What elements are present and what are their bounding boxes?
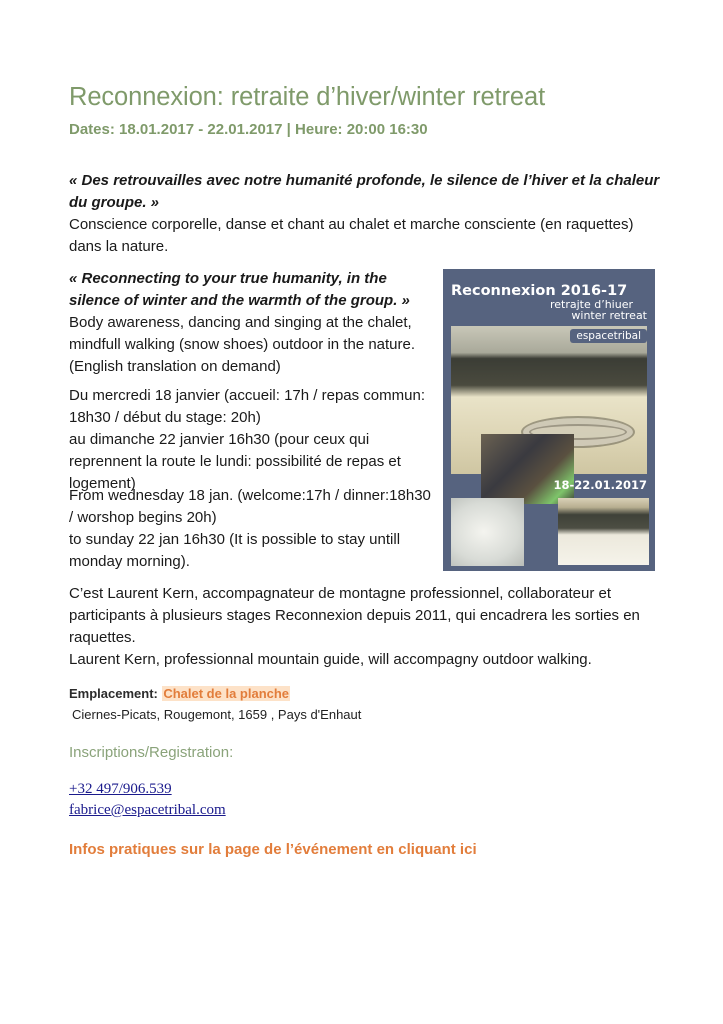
french-schedule-start: Du mercredi 18 janvier (accueil: 17h / repas commun: 18h30 / début du stage: 20h) [69, 387, 425, 426]
email-link[interactable]: fabrice@espacetribal.com [69, 802, 226, 818]
location-label: Emplacement: [69, 686, 158, 701]
english-description [69, 268, 439, 378]
french-quote-line1: « Des retrouvailles avec notre humanité profonde, le silence de l’hiver et la chaleur [69, 172, 660, 189]
group-circle-photo [481, 434, 574, 504]
event-info-link[interactable]: Infos pratiques sur la page de l’événement en cliquant ici [69, 841, 477, 858]
poster-subtitle-en: winter retreat [571, 309, 647, 322]
guide-description [69, 583, 669, 671]
guide-english: Laurent Kern, professionnal mountain guide, will accompagny outdoor walking. [69, 651, 592, 668]
english-quote: « Reconnecting to your true humanity, in the silence of winter and the warmth of the group. » [69, 270, 410, 309]
venue-address: Ciernes-Picats, Rougemont, 1659 , Pays d'Enhaut [72, 707, 362, 722]
snow-angel-photo [451, 498, 524, 566]
french-schedule [69, 385, 439, 495]
location-section [69, 685, 361, 722]
english-schedule-end: to sunday 22 jan 16h30 (It is possible to stay untill monday morning). [69, 531, 401, 570]
poster-title: Reconnexion 2016-17 [451, 283, 628, 299]
poster-date: 18-22.01.2017 [553, 478, 647, 492]
english-translation-note: (English translation on demand) [69, 358, 281, 375]
french-description [69, 170, 664, 258]
poster-brand-badge: espacetribal [570, 329, 647, 343]
phone-link[interactable]: +32 497/906.539 [69, 781, 172, 797]
page-title: Reconnexion: retraite d’hiver/winter retreat [69, 83, 546, 111]
english-body: Body awareness, dancing and singing at the chalet, mindfull walking (snow shoes) outdoor in the nature. [69, 314, 416, 353]
french-quote [69, 170, 664, 214]
registration-heading: Inscriptions/Registration: [69, 744, 234, 761]
english-schedule [69, 485, 439, 573]
event-poster [443, 269, 655, 571]
venue-link[interactable]: Chalet de la planche [163, 686, 290, 701]
english-schedule-start: From wednesday 18 jan. (welcome:17h / dinner:18h30 / worshop begins 20h) [69, 487, 431, 526]
snowshoe-walk-photo [558, 498, 649, 565]
french-schedule-end: au dimanche 22 janvier 16h30 (pour ceux qui reprennent la route le lundi: possibilité de repas et logement) [69, 431, 401, 492]
guide-french: C’est Laurent Kern, accompagnateur de montagne professionnel, collaborateur et participants à plusieurs stages Reconnexion depuis 2011, qui encadrera les sorties en raquettes. [69, 585, 640, 646]
poster-subtitle-fr: retrajte d’hiuer [549, 298, 633, 311]
event-dates: Dates: 18.01.2017 - 22.01.2017 | Heure: 20:00 16:30 [69, 121, 428, 138]
french-body: Conscience corporelle, danse et chant au chalet et marche consciente (en raquettes) dans la nature. [69, 216, 634, 255]
french-quote-line2: du groupe. » [69, 194, 159, 211]
